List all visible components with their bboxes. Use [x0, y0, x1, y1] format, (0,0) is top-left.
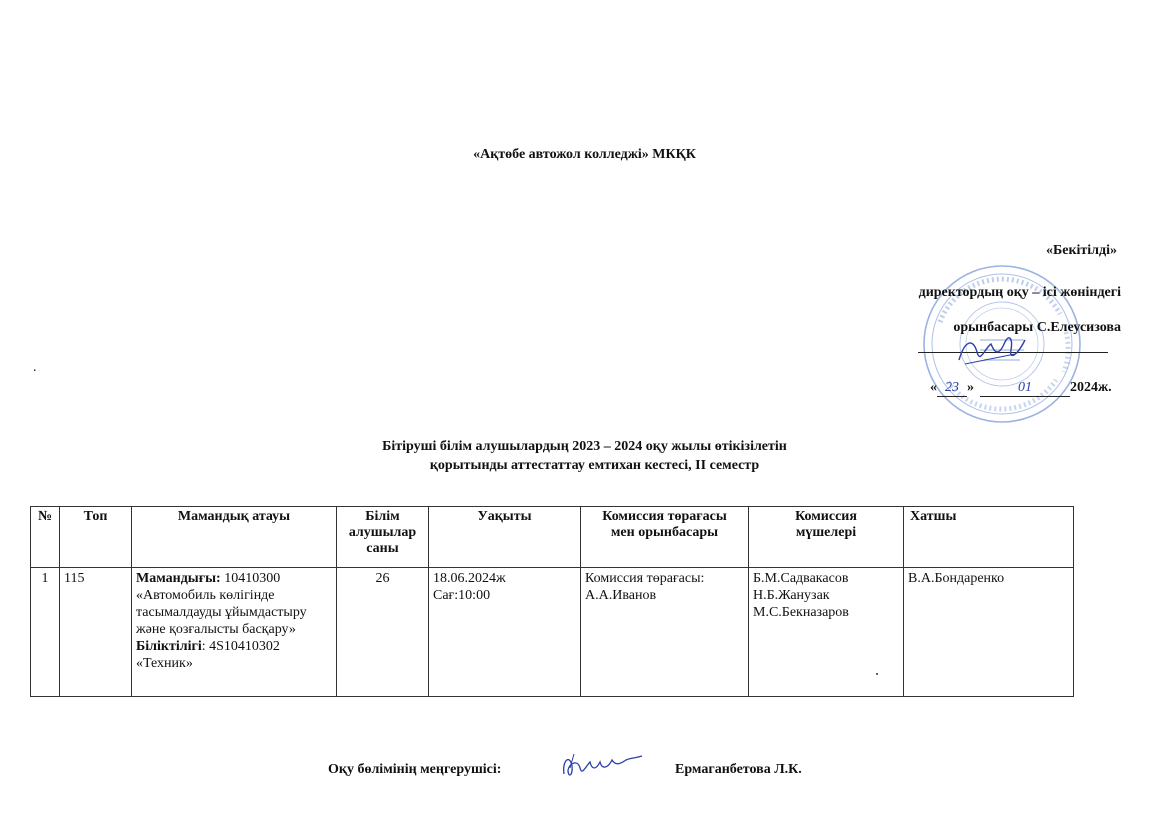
document-title-line2: қорытынды аттестаттау емтихан кестесі, II семестр	[429, 458, 760, 473]
qualification-name: «Техник»	[136, 656, 193, 671]
header-specialty: Мамандық атауы	[132, 507, 337, 568]
header-group: Топ	[60, 507, 132, 568]
approver-position: директордың оқу – ісі жөніндегі	[918, 285, 1121, 300]
member-2: Н.Б.Жанузак	[753, 588, 830, 603]
header-secretary: Хатшы	[904, 507, 1074, 568]
exam-time: Сағ:10:00	[433, 588, 491, 603]
specialty-code: 10410300	[220, 571, 281, 586]
document-title	[0, 437, 1169, 475]
date-open-quote: «	[930, 380, 937, 395]
approver-signature	[955, 330, 1030, 372]
member-3: М.С.Бекназаров	[753, 605, 849, 620]
specialty-name-l3: және қозғалысты басқару»	[136, 622, 296, 637]
approver-name: орынбасары С.Елеусизова	[953, 320, 1121, 335]
table-row	[31, 568, 1074, 697]
footer-name: Ермаганбетова Л.К.	[675, 762, 802, 777]
header-students-l2: алушылар	[348, 525, 417, 540]
header-chair-l2: мен орынбасары	[610, 525, 719, 540]
header-time: Уақыты	[429, 507, 581, 568]
header-chair-l1: Комиссия төрағасы	[602, 509, 727, 524]
approval-date	[930, 380, 1112, 397]
footer-position-label: Оқу бөлімінің меңгерушісі:	[328, 762, 502, 777]
chair-label: Комиссия төрағасы:	[585, 571, 705, 586]
cell-students: 26	[337, 568, 429, 697]
table-header-row	[31, 507, 1074, 568]
cell-time	[429, 568, 581, 697]
approved-label: «Бекітілді»	[1045, 243, 1117, 258]
specialty-name-l2: тасымалдауды ұйымдастыру	[136, 605, 307, 620]
cell-secretary: В.А.Бондаренко	[904, 568, 1074, 697]
qualification-label: Біліктілігі	[136, 639, 202, 654]
exam-date: 18.06.2024ж	[433, 571, 506, 586]
cell-members	[749, 568, 904, 697]
specialty-label: Мамандығы:	[136, 571, 221, 586]
date-day: 23	[937, 380, 967, 397]
header-members-l1: Комиссия	[795, 509, 857, 524]
head-signature	[556, 748, 646, 782]
header-chair	[581, 507, 749, 568]
header-members	[749, 507, 904, 568]
header-students-l1: Білім	[365, 509, 400, 524]
header-num: №	[31, 507, 60, 568]
speck	[876, 673, 878, 675]
header-members-l2: мүшелері	[795, 525, 857, 540]
specialty-name-l1: «Автомобиль көлігінде	[136, 588, 275, 603]
date-close-quote: »	[967, 380, 974, 395]
cell-num: 1	[31, 568, 60, 697]
exam-schedule-table	[30, 506, 1074, 697]
member-1: Б.М.Садвакасов	[753, 571, 849, 586]
qualification-code: : 4S10410302	[201, 639, 280, 654]
cell-group: 115	[60, 568, 132, 697]
cell-chair	[581, 568, 749, 697]
date-year: 2024ж.	[1070, 380, 1112, 395]
organization-title: «Ақтөбе автожол колледжі» МКҚК	[473, 147, 696, 162]
date-month: 01	[980, 380, 1070, 397]
header-students-l3: саны	[366, 541, 399, 556]
stray-dot: .	[33, 360, 37, 375]
document-title-line1: Бітіруші білім алушылардың 2023 – 2024 оқу жылы өтікізілетін	[382, 439, 787, 454]
header-students	[337, 507, 429, 568]
cell-specialty	[132, 568, 337, 697]
chair-name: А.А.Иванов	[585, 588, 657, 603]
